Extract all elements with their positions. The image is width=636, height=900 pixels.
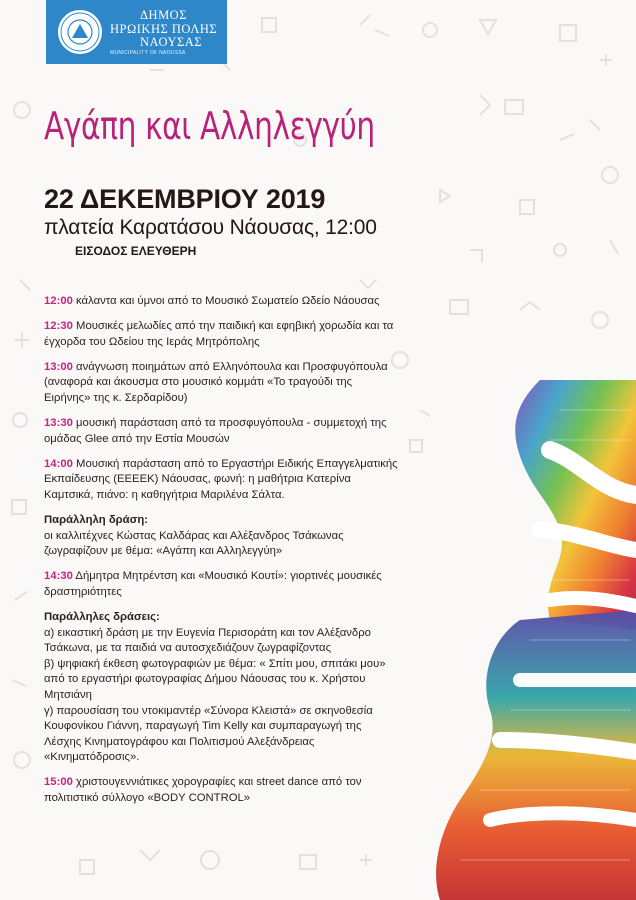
program-time: 12:00 — [44, 295, 73, 307]
program-time: 13:30 — [44, 417, 73, 430]
free-entry-label: ΕΙΣΟΔΟΣ ΕΛΕΥΘΕΡΗ — [75, 244, 197, 258]
parallel-actions — [44, 610, 400, 766]
parallel-action — [44, 513, 400, 560]
program-item — [44, 319, 400, 350]
program-text: Δήμητρα Μητρέντση και «Μουσικό Κουτί»: γιορτινές μουσικές δραστηριότητες — [44, 570, 382, 598]
event-title: Αγάπη και Αλληλεγγύη — [44, 104, 375, 148]
program-time: 14:00 — [44, 457, 73, 470]
program-time: 14:30 — [44, 570, 73, 583]
program-item — [44, 569, 400, 600]
parallel-action-text: οι καλλιτέχνες Κώστας Καλδάρας και Αλέξανδρος Τσάκωνας ζωγραφίζουν με θέμα: «Αγάπη και Αλληλεγγύη» — [44, 529, 344, 558]
program-time: 15:00 — [44, 776, 73, 789]
parallel-action-b: β) ψηφιακή έκθεση φωτογραφιών με θέμα: « Σπίτι μου, σπιτάκι μου» από το εργαστήρι φωτογραφίας Δήμου Νάουσας του κ. Χρήστου Μητσιάνη — [44, 657, 386, 701]
program-item — [44, 457, 400, 504]
event-place: πλατεία Καρατάσου Νάουσας, 12:00 — [44, 216, 377, 239]
program-list — [44, 294, 400, 816]
logo-line-1: ΔΗΜΟΣ — [140, 8, 187, 22]
program-item — [44, 294, 400, 310]
event-date: 22 ΔΕΚΕΜΒΡΙΟΥ 2019 — [44, 184, 326, 214]
logo-line-4: MUNICIPALITY OF NAOUSSA — [110, 49, 186, 56]
parallel-action-c: γ) παρουσίαση του ντοκιμαντέρ «Σύνορα Κλειστά» σε σκηνοθεσία Κουφονίκου Γιάννη, παραγωγή Tim Kelly και συμπαραγωγή της Λέσχης Κινηματογράφου και Πολιτισμού Αλεξάνδρειας «Κινηματόδροσις». — [44, 704, 373, 764]
hands-heart-artwork — [400, 380, 636, 900]
logo-line-3: ΝΑΟΥΣΑΣ — [140, 35, 203, 49]
program-item — [44, 775, 400, 806]
program-item — [44, 360, 400, 407]
logo-line-2: ΗΡΩΙΚΗΣ ΠΟΛΗΣ — [110, 21, 218, 36]
program-text: Μουσικές μελωδίες από την παιδική και εφηβική χορωδία και τα έγχορδα του Ωδείου της Ιεράς Μητρόπολης — [44, 320, 394, 348]
program-text: μουσική παράσταση από τα προσφυγόπουλα - συμμετοχή της ομάδας Glee από την Εστία Μουσών — [44, 417, 387, 445]
program-text: χριστουγεννιάτικες χορογραφίες και street dance από τον πολιτιστικό σύλλογο «BODY CONTROL» — [44, 776, 362, 805]
municipality-seal-icon — [56, 8, 104, 56]
parallel-action-heading: Παράλληλη δράση: — [44, 514, 148, 527]
program-time: 12:30 — [44, 320, 73, 333]
program-item — [44, 416, 400, 447]
program-time: 13:00 — [44, 360, 73, 373]
parallel-action-a: α) εικαστική δράση με την Ευγενία Περισοράτη και τον Αλέξανδρο Τσάκωνα, με τα παιδιά να αυτοσχεδιάζουν ζωγραφίζοντας — [44, 626, 371, 655]
program-text: ανάγνωση ποιημάτων από Ελληνόπουλα και Προσφυγόπουλα (αναφορά και άκουσμα στο μουσικό κομμάτι «Το τραγούδι της Ειρήνης» της κ. Σερδαρίδου) — [44, 360, 388, 404]
parallel-actions-heading: Παράλληλες δράσεις: — [44, 611, 160, 623]
program-text: κάλαντα και ύμνοι από το Μουσικό Σωματείο Ωδείο Νάουσας — [72, 295, 380, 307]
municipality-logo[interactable] — [46, 0, 227, 64]
program-text: Μουσική παράσταση από το Εργαστήρι Ειδικής Επαγγελματικής Εκπαίδευσης (ΕΕΕΕΚ) Νάουσας, φωνή: η μαθήτρια Κατερίνα Καμτσικά, πιάνο: η καθηγήτρια Μαριλένα Σάλτα. — [44, 457, 398, 501]
